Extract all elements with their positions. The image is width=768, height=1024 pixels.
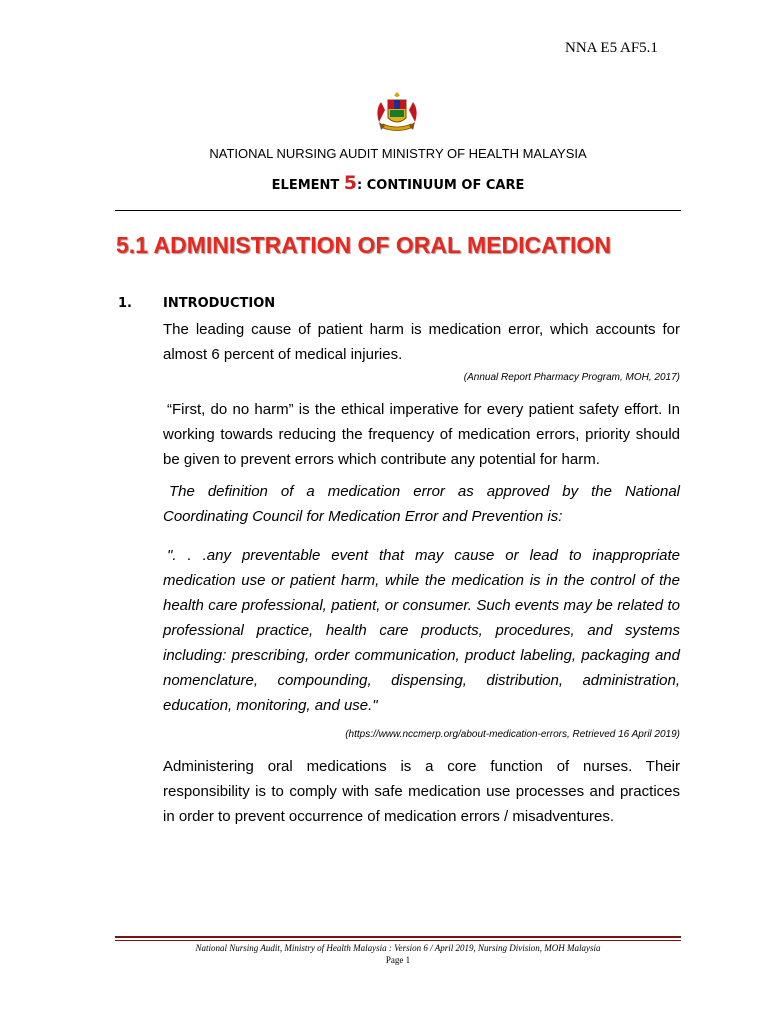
element-suffix: : CONTINUUM OF CARE xyxy=(357,178,525,193)
organization-name: NATIONAL NURSING AUDIT MINISTRY OF HEALTH MALAYSIA xyxy=(209,146,587,161)
do-no-harm-paragraph: “First, do no harm” is the ethical imperative for every patient safety effort. In working towards reducing the frequency of medication errors, priority should be given to prevent errors which contribute any potential for harm. xyxy=(163,401,680,468)
coat-of-arms-icon xyxy=(371,90,423,134)
section-number: 1. xyxy=(118,296,132,311)
intro-paragraph: The leading cause of patient harm is medication error, which accounts for almost 6 percent of medical injuries. xyxy=(163,321,680,363)
page-title: 5.1 ADMINISTRATION OF ORAL MEDICATION xyxy=(116,232,611,258)
section-title: INTRODUCTION xyxy=(163,296,276,311)
closing-paragraph: Administering oral medications is a core function of nurses. Their responsibility is to comply with safe medication use processes and practices in order to prevent occurrence of medication errors / misadventures. xyxy=(163,758,680,825)
element-prefix: ELEMENT xyxy=(271,178,344,193)
page-number: Page 1 xyxy=(385,955,411,965)
footer-divider xyxy=(115,936,681,938)
footer-text: National Nursing Audit, Ministry of Health Malaysia : Version 6 / April 2019, Nursing Division, MOH Malaysia xyxy=(195,943,601,953)
element-heading xyxy=(0,172,768,194)
footer-divider-thin xyxy=(115,940,681,941)
definition-intro-paragraph: The definition of a medication error as approved by the National Coordinating Council for Medication Error and Prevention is: xyxy=(163,483,680,525)
element-number: 5 xyxy=(343,172,358,194)
document-code: NNA E5 AF5.1 xyxy=(565,40,658,56)
header-divider xyxy=(115,210,681,211)
citation-pharmacy-report: (Annual Report Pharmacy Program, MOH, 2017) xyxy=(463,372,680,383)
definition-quote: ". . .any preventable event that may cause or lead to inappropriate medication use or patient harm, while the medication is in the control of the health care professional, patient, or consumer. Such events may be related to professional practice, health care products, procedures, and systems including: prescribing, order communication, product labeling, packaging and nomenclature, compounding, dispensing, distribution, administration, education, monitoring, and use." xyxy=(163,547,680,714)
citation-nccmerp: (https://www.nccmerp.org/about-medication-errors, Retrieved 16 April 2019) xyxy=(345,729,680,740)
